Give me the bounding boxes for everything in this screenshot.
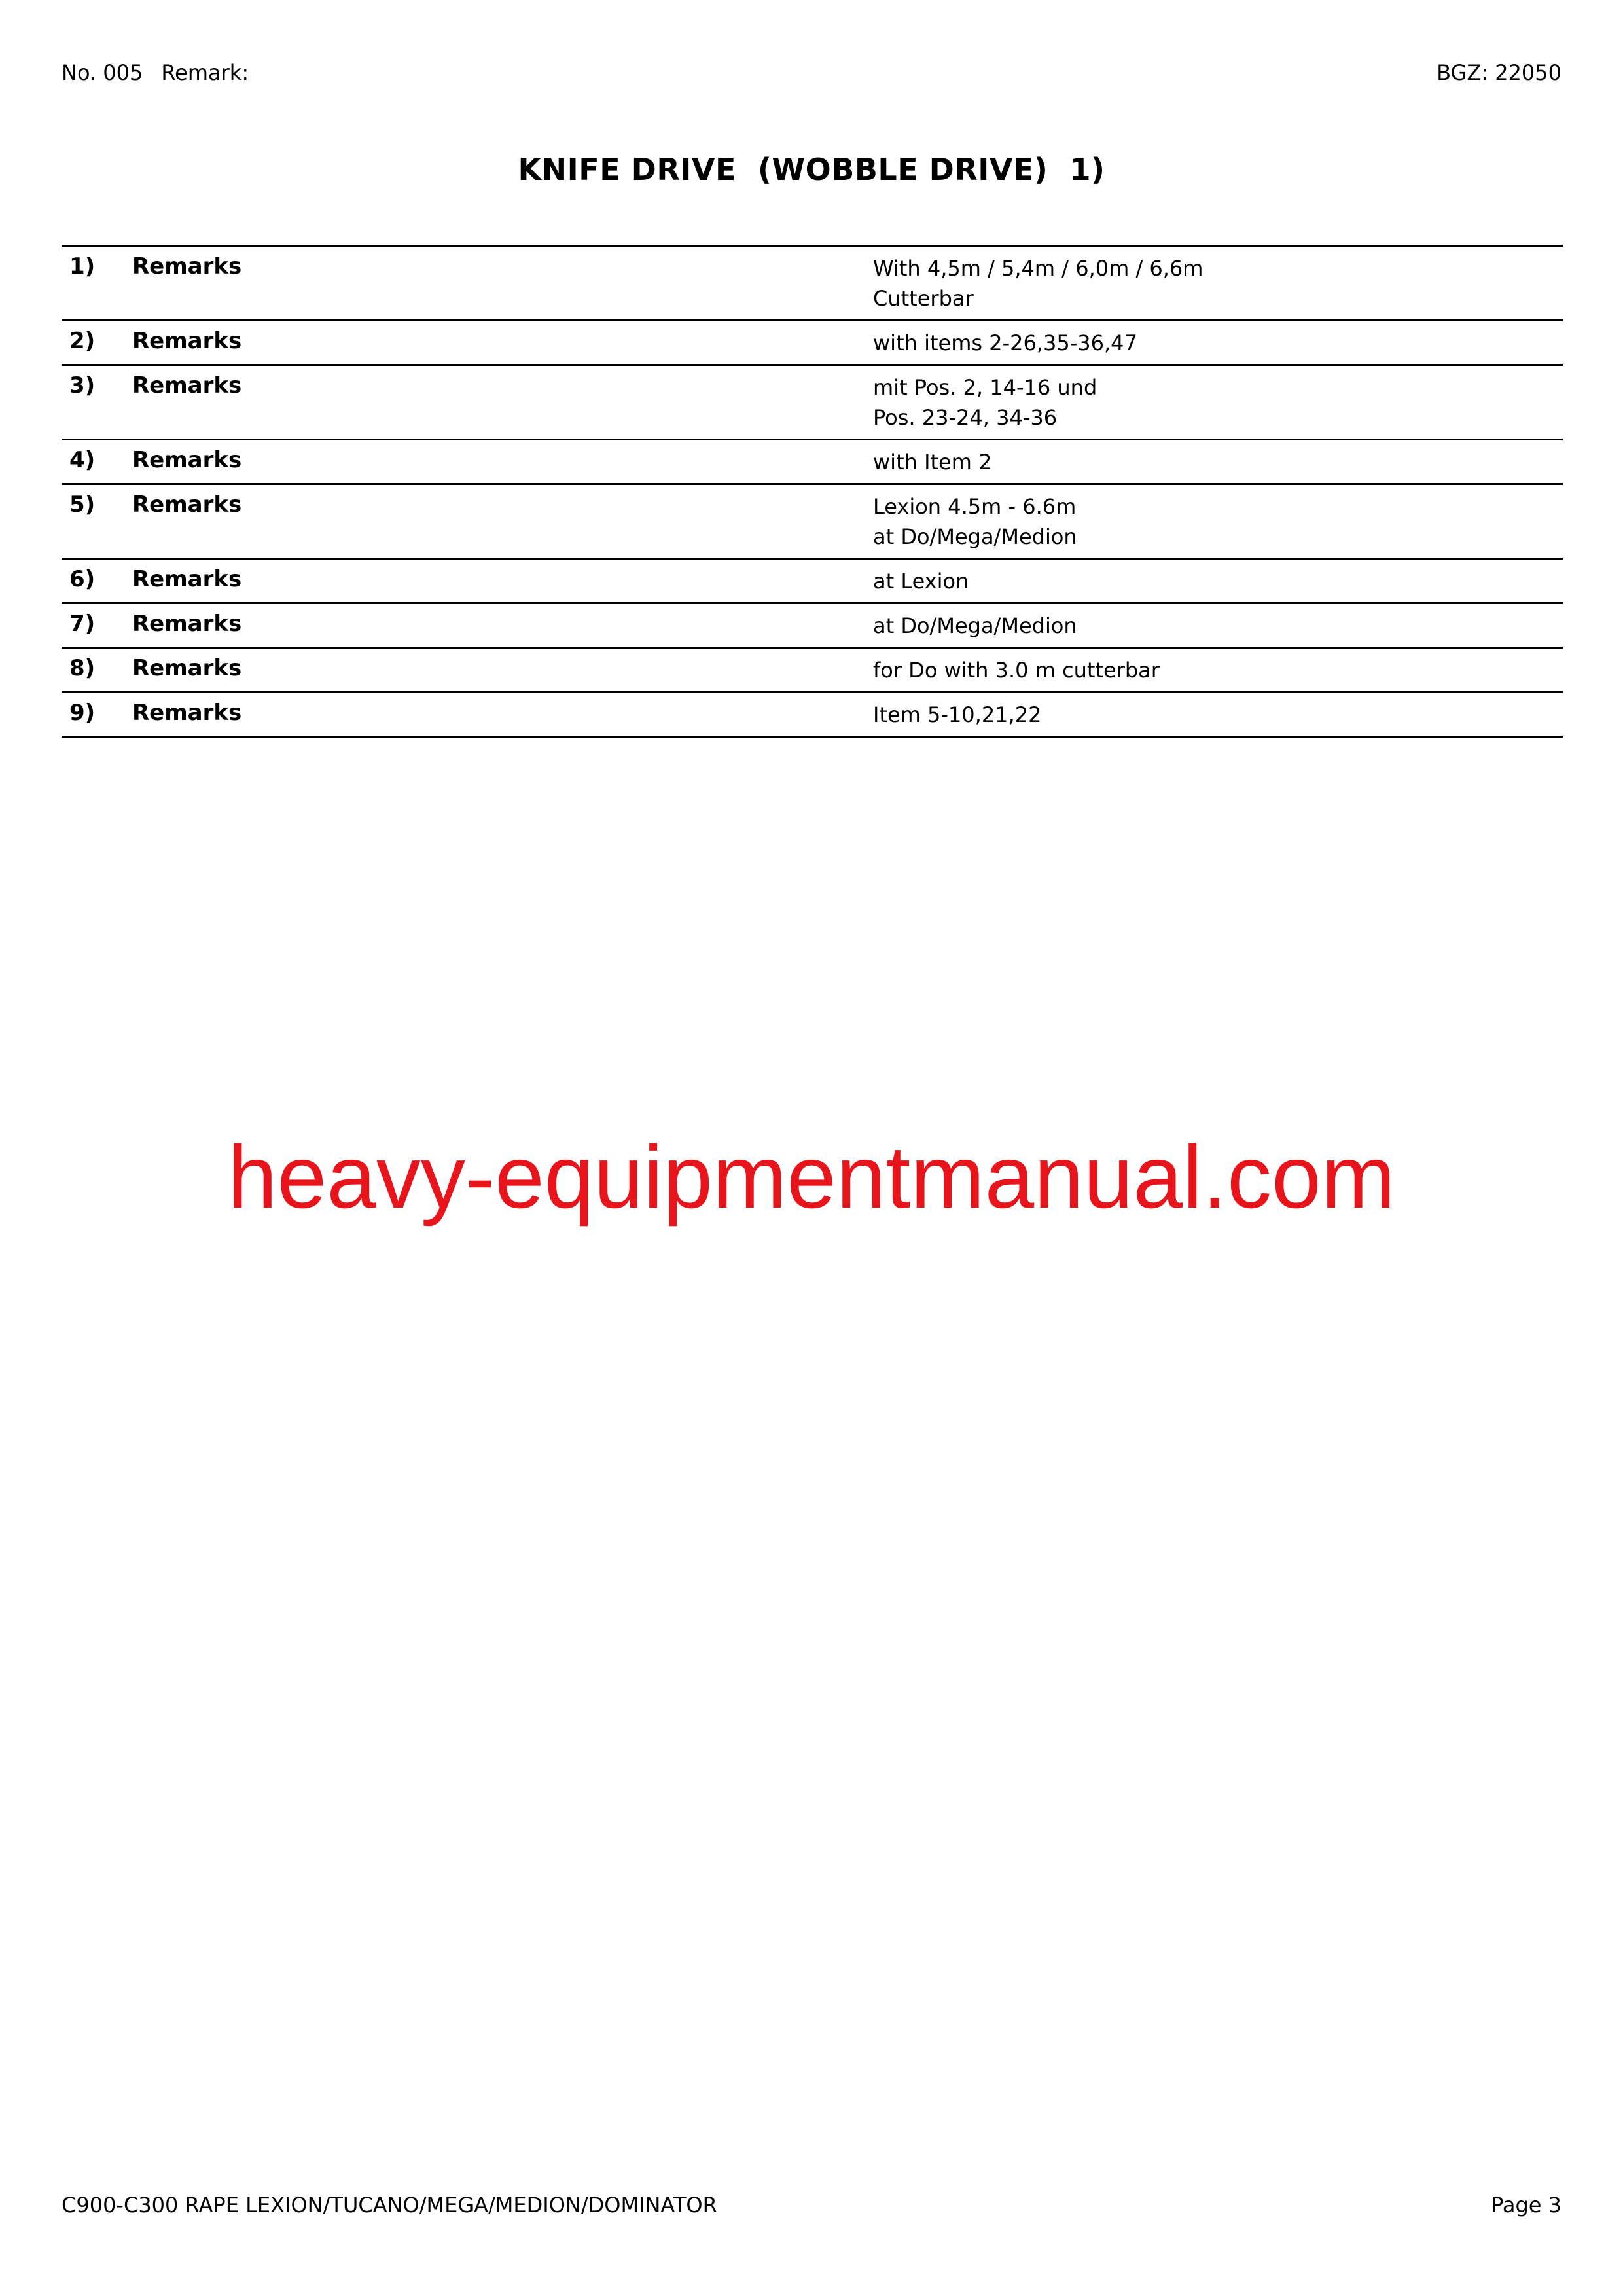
remark-description-line: at Do/Mega/Medion: [873, 613, 1077, 638]
remark-label: Remarks: [132, 700, 242, 726]
document-number: No. 005: [62, 60, 143, 85]
remark-description: [873, 328, 1137, 358]
remark-description-line: at Lexion: [873, 569, 969, 594]
footer-model: C900-C300 RAPE LEXION/TUCANO/MEGA/MEDION/DOMINATOR: [62, 2193, 717, 2217]
remark-description-line: for Do with 3.0 m cutterbar: [873, 658, 1160, 683]
remark-description-line: Pos. 23-24, 34-36: [873, 405, 1058, 430]
remark-description-line: Cutterbar: [873, 286, 974, 311]
remark-label: Remarks: [132, 372, 242, 399]
remark-number: 3): [69, 372, 96, 399]
page-number: Page 3: [1491, 2193, 1561, 2217]
remark-number: 8): [69, 655, 96, 681]
remark-description-line: mit Pos. 2, 14-16 und: [873, 375, 1097, 400]
remark-description: [873, 372, 1097, 433]
remark-description: [873, 611, 1077, 641]
remark-description-line: Item 5-10,21,22: [873, 702, 1042, 727]
remarks-table: [62, 245, 1563, 738]
page-title: KNIFE DRIVE (WOBBLE DRIVE) 1): [518, 152, 1105, 187]
remark-label: Remarks: [132, 655, 242, 681]
remark-label: Remarks: [132, 492, 242, 518]
remark-label: Remarks: [132, 447, 242, 473]
remark-description-line: with items 2-26,35-36,47: [873, 331, 1137, 355]
table-row: [62, 693, 1563, 738]
table-row: [62, 321, 1563, 366]
watermark: heavy-equipmentmanual.com: [227, 1127, 1396, 1227]
remark-number: 5): [69, 492, 96, 518]
remark-description: [873, 700, 1041, 730]
bgz-code: BGZ: 22050: [1436, 60, 1561, 85]
remark-description: [873, 447, 991, 477]
remark-number: 6): [69, 566, 96, 592]
table-row: [62, 649, 1563, 693]
remark-number: 9): [69, 700, 96, 726]
remark-number: 4): [69, 447, 96, 473]
remark-description-line: with Item 2: [873, 450, 992, 475]
remark-number: 1): [69, 253, 96, 279]
table-row: [62, 247, 1563, 321]
table-row: [62, 440, 1563, 485]
remark-description-line: at Do/Mega/Medion: [873, 524, 1077, 549]
remark-label: Remarks: [132, 611, 242, 637]
remark-description: [873, 253, 1203, 314]
table-row: [62, 366, 1563, 440]
remark-label: Remarks: [132, 253, 242, 279]
remark-description: [873, 566, 969, 596]
table-row: [62, 485, 1563, 560]
remark-label: Remark:: [161, 60, 249, 85]
table-row: [62, 604, 1563, 649]
remark-label: Remarks: [132, 566, 242, 592]
remark-label: Remarks: [132, 328, 242, 354]
page-header-left: [62, 60, 249, 85]
remark-description: [873, 655, 1160, 685]
remark-description-line: With 4,5m / 5,4m / 6,0m / 6,6m: [873, 256, 1204, 281]
remark-description-line: Lexion 4.5m - 6.6m: [873, 494, 1077, 519]
remark-description: [873, 492, 1077, 552]
remark-number: 2): [69, 328, 96, 354]
table-row: [62, 560, 1563, 604]
remark-number: 7): [69, 611, 96, 637]
